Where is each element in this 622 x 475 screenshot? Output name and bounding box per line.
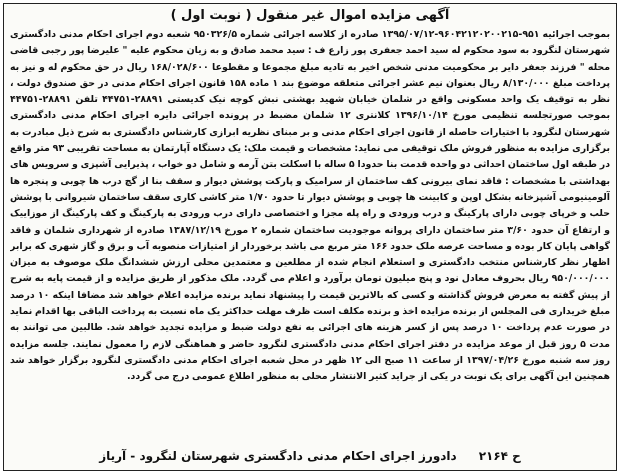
notice-reference-code: ح ۲۱۶۴ [478, 449, 521, 463]
notice-title: آگهی مزایده اموال غیر منقول ( نوبت اول ) [170, 8, 450, 23]
notice-body: بموجب اجرائیه ۹۵۱-۹۶۰۴۲۱۲۰۲۰۰۲۱۵-۱۳۹۵/۰۷/۱۲ صادره از کلاسه اجرائی شماره ۹۵۰۳۲۶/۵ شعبه دوم اجرای احکام مدنی دادگستری شهرستان لنگرود به سود محکوم له سید احمد جعفری پور زارع ف : سید محمد صادق و به زیان محکوم علیه " علیرضا پور رجبی قاضی محله " فرزند جعفر دایر بر محکومیت مدنی شخص اخیر به تادیه مبلغ مجموعا و مقطوعا ۱۶۸/۰۲۸/۶۰۰ ریال در حق محکوم له و نیز به پرداخت مبلغ ۸/۱۳۰/۰۰۰ ریال بعنوان نیم عشر اجرائی متعلقه موضوع بند ۱ ماده ۱۵۸ قانون اجرای احکام مدنی در حق صندوق دولت ، نظر به توقیف یک واحد مسکونی واقع در شلمان خیابان شهید بهشتی نبش کوچه نیک کدیستی ۲۸۸۹۱-۴۴۷۵۱ تلفن ۲۸۸۹۱-۴۴۷۵۱ بموجب صورتجلسه تنظیمی مورخ ۱۳۹۶/۱۰/۱۴ کلانتری ۱۲ شلمان مضبط در پرونده اجرائی دایره اجرای احکام مدنی دادگستری شهرستان لنگرود با اختیارات حاصله از قانون اجرای احکام مدنی و بر مبنای نظریه ابرازی کارشناس دادگستری به شرح ذیل مبادرت به برگزاری مزایده به منظور فروش ملک توقیفی می نماید: مشخصات و قیمت ملک: یک دستگاه آپارتمان به مساحت تقریبی ۹۳ متر واقع در طبقه اول ساختمان احداثی دو واحده قدمت بنا حدودا ۵ ساله با اسکلت بتن آرمه و شامل دو خواب ، پذیرایی آشپزی و سرویس های بهداشتی با مشخصات : فاقد نمای بیرونی کف ساختمان از سرامیک و پارکت پوشش دیوار و سقف بنا از گچ درب ها چوبی و پنجره ها آلومینیومی آشپزخانه بشکل اوپن و کابینت ها چوبی و پوشش دیوار تا حدود ۱/۷۰ متر کاشی کاری سقف ساختمان شیروانی با پوشش حلب و خرپای چوبی دارای پارکینگ و درب ورودی و راه پله مجزا و اختصاصی دارای درب ورودی به پارکینگ و کف پارکینگ از موزاییک و ارتفاع آن حدود ۳/۶۰ متر ساختمان دارای پروانه موجودیت ساختمان شماره ۲ مورخ ۱۳۸۷/۱۲/۱۹ صادره از شهرداری شلمان و فاقد گواهی پایان کار بوده و مساحت عرصه ملک حدود ۱۶۶ متر مربع می باشد برخوردار از امتیازات منصوبه آب و برق و گاز شهری که برابر اظهار نظر کارشناس منتخب دادگستری و استعلام انجام شده از مطلعین و معتمدین محلی ارزش ششدانگ ملک موصوف به میزان ۹۵۰/۰۰۰/۰۰۰ ریال بحروف معادل نود و پنج میلیون تومان برآورد و اعلام می گردد. ملک مذکور از طریق مزایده و از قیمت پایه به شرح از پیش گفته به معرض فروش گذاشته و کسی که بالاترین قیمت را پیشنهاد نماید برنده مزایده اعلام خواهد شد مضافا اینکه ۱۰ درصد مبلغ خریداری فی المجلس از برنده مزایده اخذ و برنده مکلف است ظرف مهلت حداکثر یک ماه نسبت به پرداخت الباقی بها اقدام نماید در صورت عدم پرداخت ۱۰ درصد پس از کسر هزینه های اجرائی به نفع دولت ضبط و مزایده تجدید خواهد شد. طالبین می توانند به مدت ۵ روز قبل از موعد مزایده در دفتر اجرای احکام مدنی دادگستری لنگرود حاضر و هماهنگی لازم را معمول نمایند. جلسه مزایده روز سه شنبه مورخ ۱۳۹۷/۰۴/۲۶ از ساعت ۱۱ صبح الی ۱۲ ظهر در محل شعبه اجرای احکام مدنی دادگستری لنگرود برگزار خواهد شد همچنین این آگهی برای یک نوبت در یکی از جراید کثیر الانتشار محلی به منظور اطلاع عمومی درج می گردد. [10, 29, 610, 383]
notice-signature: دادورز اجرای احکام مدنی دادگستری شهرستان لنگرود - آریاز [99, 449, 457, 463]
notice-footer [10, 447, 610, 465]
auction-notice [3, 3, 617, 471]
